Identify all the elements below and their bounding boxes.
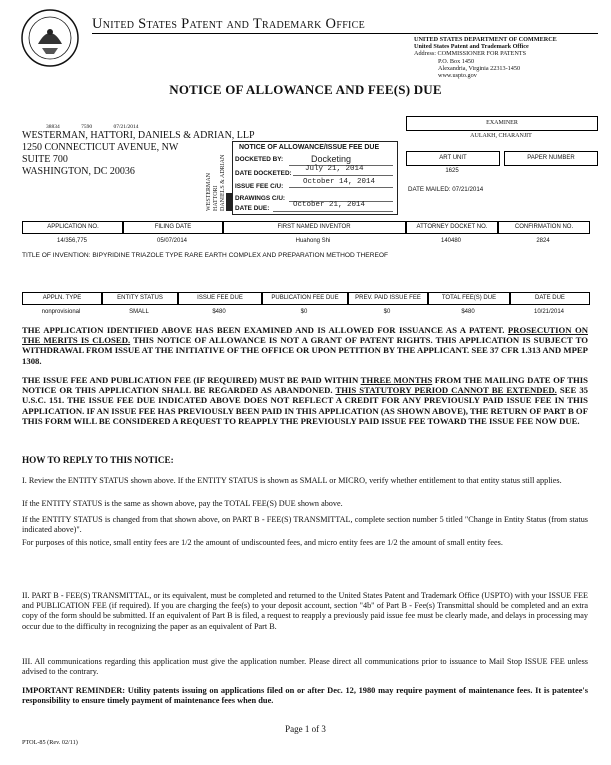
stamp-label: DATE DUE: bbox=[235, 205, 270, 212]
svg-text:DANIELS & ADRIAN: DANIELS & ADRIAN bbox=[220, 154, 226, 211]
stamp-line bbox=[293, 175, 393, 176]
examiner-name: AULAKH, CHARANJIT bbox=[470, 133, 532, 139]
customer-code: 38834 bbox=[46, 124, 60, 130]
stamp-label: ISSUE FEE C/U: bbox=[235, 183, 284, 190]
stamp-line bbox=[273, 211, 393, 212]
fee-value-cell: nonprovisional bbox=[41, 309, 81, 315]
dept-line: United States Patent and Trademark Office bbox=[414, 43, 529, 51]
deadline-text: SEE 35 U.S.C. 151. THE ISSUE FEE DUE INDICATED ABOVE DOES NOT REFLECT A CREDIT FOR ANY PREVIOUSLY PAID ISSUE FEE IN THIS APPLICATION. IF AN ISSUE FEE HAS PREVIOUSLY BEEN PAID IN THIS APPLICATION (AS SHOWN ABOVE), THE RETURN OF PART B OF THIS FORM WILL BE CONSIDERED A REQUEST TO REAPPLY THE PREVIOUSLY PAID ISSUE FEE TOWARD THE ISSUE FEE NOW DUE. bbox=[22, 385, 589, 426]
fee-value-cell: $0 bbox=[383, 309, 391, 315]
fee-value-cell: $480 bbox=[461, 309, 475, 315]
uspto-seal-icon bbox=[20, 8, 80, 68]
dept-line: UNITED STATES DEPARTMENT OF COMMERCE bbox=[414, 36, 557, 43]
app-value-cell: 14/356,775 bbox=[56, 238, 88, 244]
fee-header-cell: APPLN. TYPE bbox=[22, 292, 102, 305]
dept-address-line: Alexandria, Virginia 22313-1450 bbox=[438, 64, 521, 72]
examiner-header: EXAMINER bbox=[406, 116, 598, 131]
form-code: 7590 bbox=[81, 124, 93, 130]
fee-header-cell: PUBLICATION FEE DUE bbox=[262, 292, 348, 305]
svg-text:WESTERMAN: WESTERMAN bbox=[206, 173, 212, 211]
fee-value-cell: SMALL bbox=[129, 309, 149, 315]
fee-value-cell: $0 bbox=[300, 309, 308, 315]
fee-header-cell: TOTAL FEE(S) DUE bbox=[428, 292, 510, 305]
app-value-cell: 2824 bbox=[536, 238, 550, 244]
allowance-text: THIS NOTICE OF ALLOWANCE IS NOT A GRANT OF PATENT RIGHTS. THIS APPLICATION IS SUBJECT TO WITHDRAWAL FROM ISSUE AT THE INITIATIVE OF THE OFFICE OR UPON PETITION BY THE APPLICANT. SEE 37 CFR 1.313 AND MPEP 1308. bbox=[22, 335, 589, 366]
deadline-text: FROM THE MAILING DATE OF THIS NOTICE OR THIS APPLICATION SHALL BE REGARDED AS ABANDONED. bbox=[22, 375, 588, 396]
dept-address-line: www.uspto.gov bbox=[438, 72, 477, 80]
statutory-period-text: THIS STATUTORY PERIOD CANNOT BE EXTENDED. bbox=[335, 385, 557, 396]
fee-header-cell: ISSUE FEE DUE bbox=[178, 292, 262, 305]
stamp-label: DATE DOCKETED: bbox=[235, 170, 292, 177]
law-firm-logo-icon bbox=[196, 141, 234, 213]
app-header-cell: FIRST NAMED INVENTOR bbox=[222, 221, 406, 234]
how-to-reply-heading: HOW TO REPLY TO THIS NOTICE: bbox=[22, 455, 174, 465]
instruction-item-2: II. PART B - FEE(S) TRANSMITTAL, or its equivalent, must be completed and returned to the United States Patent and Trademark Office (USPTO) with your ISSUE FEE and PUBLICATION FEE (if required). If you are charging the fee(s) to your deposit account, section "4b" of Part B - Fee(s) Transmittal should be completed and an extra copy of the form should be submitted. If an equivalent of Part B is filed, a request to reapply a previously paid issue fee must be clearly made, and delays in processing may occur due to the difficulty in recognizing the paper as an equivalent of Part B. bbox=[22, 591, 588, 631]
app-value-cell: Huahong Shi bbox=[295, 238, 331, 244]
allowance-paragraph bbox=[22, 325, 588, 366]
stamp-line bbox=[289, 187, 393, 188]
mail-date-code: 07/21/2014 bbox=[113, 124, 139, 130]
address-line: 1250 CONNECTICUT AVENUE, NW bbox=[22, 142, 179, 153]
app-value-cell: 140480 bbox=[440, 238, 462, 244]
stamp-label: DRAWINGS C/U: bbox=[235, 195, 286, 202]
allowance-text: THE APPLICATION IDENTIFIED ABOVE HAS BEEN EXAMINED AND IS ALLOWED FOR ISSUANCE AS A PATENT. bbox=[22, 325, 505, 335]
form-identifier: PTOL-85 (Rev. 02/11) bbox=[22, 739, 78, 746]
app-header-cell: APPLICATION NO. bbox=[22, 221, 124, 234]
app-value-cell: 05/07/2014 bbox=[156, 238, 188, 244]
art-unit-value: 1625 bbox=[445, 168, 459, 174]
app-header-cell: ATTORNEY DOCKET NO. bbox=[406, 221, 498, 234]
instruction-item-1a: I. Review the ENTITY STATUS shown above. If the ENTITY STATUS is shown as SMALL or MICRO, verify whether entitlement to that entity status still applies. bbox=[22, 476, 562, 485]
fee-value-cell: $480 bbox=[212, 309, 226, 315]
page-number: Page 1 of 3 bbox=[285, 724, 326, 734]
address-line: SUITE 700 bbox=[22, 154, 68, 165]
fee-header-cell: ENTITY STATUS bbox=[102, 292, 178, 305]
stamp-value: July 21, 2014 bbox=[305, 165, 364, 173]
three-months-text: THREE MONTHS bbox=[360, 375, 433, 385]
stamp-heading: NOTICE OF ALLOWANCE/ISSUE FEE DUE bbox=[239, 144, 380, 151]
app-header-cell: FILING DATE bbox=[122, 221, 224, 234]
department-block bbox=[414, 36, 557, 79]
deadline-text: THE ISSUE FEE AND PUBLICATION FEE (IF REQUIRED) MUST BE PAID WITHIN bbox=[22, 375, 359, 385]
svg-text:HATTORI: HATTORI bbox=[213, 185, 219, 211]
office-title: United States Patent and Trademark Office bbox=[92, 16, 366, 32]
fee-header-cell: PREV. PAID ISSUE FEE bbox=[348, 292, 428, 305]
notice-title: NOTICE OF ALLOWANCE AND FEE(S) DUE bbox=[169, 82, 442, 97]
stamp-value: October 21, 2014 bbox=[293, 201, 366, 209]
header-rule bbox=[92, 33, 598, 34]
fee-deadline-paragraph bbox=[22, 375, 588, 426]
app-header-cell: CONFIRMATION NO. bbox=[498, 221, 590, 234]
dept-address-line: Address: COMMISSIONER FOR PATENTS bbox=[414, 50, 527, 58]
dept-address-line: P.O. Box 1450 bbox=[438, 57, 475, 65]
address-line: WASHINGTON, DC 20036 bbox=[22, 166, 135, 177]
address-line: WESTERMAN, HATTORI, DANIELS & ADRIAN, LLP bbox=[22, 130, 255, 141]
art-unit-header: ART UNIT bbox=[406, 151, 500, 166]
instruction-item-3: III. All communications regarding this application must give the application number. Please direct all communications prior to issuance to Mail Stop ISSUE FEE unless advised to the contrary. bbox=[22, 657, 588, 677]
docketing-stamp bbox=[232, 141, 398, 215]
invention-title: TITLE OF INVENTION: BIPYRIDINE TRIAZOLE TYPE RARE EARTH COMPLEX AND PREPARATION METHOD THEREOF bbox=[22, 252, 389, 259]
instruction-item-1b: If the ENTITY STATUS is the same as shown above, pay the TOTAL FEE(S) DUE shown above. bbox=[22, 499, 343, 508]
stamp-label: DOCKETED BY: bbox=[235, 156, 284, 163]
stamp-value: Docketing bbox=[311, 154, 352, 164]
fee-header-cell: DATE DUE bbox=[510, 292, 590, 305]
paper-number-header: PAPER NUMBER bbox=[504, 151, 598, 166]
date-mailed: DATE MAILED: 07/21/2014 bbox=[408, 186, 484, 193]
important-reminder: IMPORTANT REMINDER: Utility patents issuing on applications filed on or after Dec. 12, 1980 may require payment of maintenance fees. It is patentee's responsibility to ensure timely payment of maintenance fees when due. bbox=[22, 686, 588, 706]
stamp-value: October 14, 2014 bbox=[303, 178, 376, 186]
instruction-item-1c: If the ENTITY STATUS is changed from that shown above, on PART B - FEE(S) TRANSMITTAL, complete section number 5 titled "Change in Entity Status (from status indicated above)". bbox=[22, 515, 588, 535]
fee-value-cell: 10/21/2014 bbox=[533, 309, 565, 315]
prosecution-closed-text: PROSECUTION ON THE MERITS IS CLOSED. bbox=[22, 325, 588, 346]
instruction-item-1d: For purposes of this notice, small entity fees are 1/2 the amount of undiscounted fees, and micro entity fees are 1/2 the amount of small entity fees. bbox=[22, 538, 503, 547]
